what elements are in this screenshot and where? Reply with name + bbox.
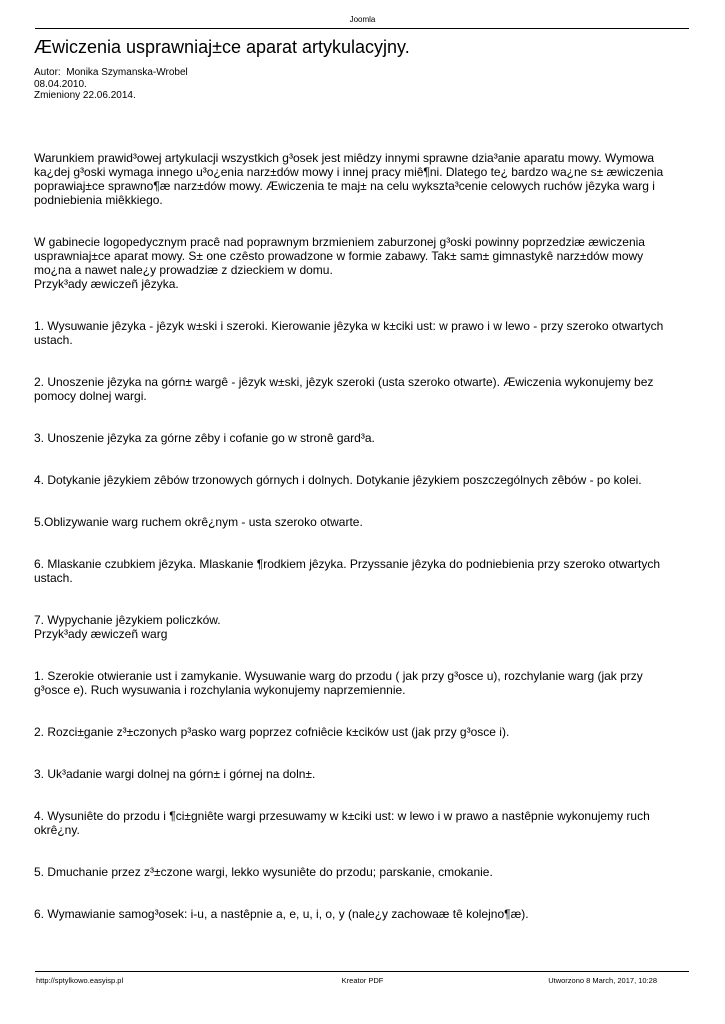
article-modified: Zmieniony 22.06.2014.	[34, 90, 136, 101]
footer-url: http://sptylkowo.easyisp.pl	[36, 976, 124, 985]
footer-divider	[35, 971, 689, 972]
article-paragraph	[34, 907, 674, 921]
article-author: Autor: Monika Szymanska-Wrobel	[34, 67, 188, 78]
article-paragraph	[34, 767, 674, 781]
article-paragraph	[34, 865, 674, 879]
paragraph-line: 5. Dmuchanie przez z³±czone wargi, lekko wysuniête do przodu; parskanie, cmokanie.	[34, 865, 493, 879]
footer-created: Utworzono 8 March, 2017, 10:28	[548, 976, 657, 985]
paragraph-line: 4. Dotykanie jêzykiem zêbów trzonowych górnych i dolnych. Dotykanie jêzykiem poszczególnych zêbów - po kolei.	[34, 473, 642, 487]
article-title: Æwiczenia usprawniaj±ce aparat artykulacyjny.	[34, 37, 410, 57]
paragraph-line: Warunkiem prawid³owej artykulacji wszystkich g³osek jest miêdzy innymi sprawne dzia³anie aparatu mowy. Wymowa ka¿dej g³oski wymaga innego u³o¿enia narz±dów mowy i innej pracy miê¶ni. Dlatego te¿ bardzo wa¿ne s± æwiczenia poprawiaj±ce sprawno¶æ narz±dów mowy. Æwiczenia te maj± na celu wykszta³cenie celowych ruchów jêzyka warg i podniebienia miêkkiego.	[34, 151, 664, 207]
paragraph-line: 3. Uk³adanie wargi dolnej na górn± i górnej na doln±.	[34, 767, 316, 781]
paragraph-line: 6. Wymawianie samog³osek: i-u, a nastêpnie a, e, u, i, o, y (nale¿y zachowaæ tê kolejno¶æ).	[34, 907, 529, 921]
article-paragraph	[34, 473, 674, 487]
paragraph-line: 5.Oblizywanie warg ruchem okrê¿nym - usta szeroko otwarte.	[34, 515, 363, 529]
paragraph-line: 1. Szerokie otwieranie ust i zamykanie. Wysuwanie warg do przodu ( jak przy g³osce u), rozchylanie warg (jak przy g³osce e). Ruch wysuwania i rozchylania wykonujemy naprzemiennie.	[34, 669, 643, 697]
paragraph-line: Przyk³ady æwiczeñ jêzyka.	[34, 277, 179, 291]
paragraph-line: 4. Wysuniête do przodu i ¶ci±gniête wargi przesuwamy w k±ciki ust: w lewo i w prawo a nastêpnie wykonujemy ruch okrê¿ny.	[34, 809, 650, 837]
header-site-name: Joomla	[349, 15, 376, 24]
article-paragraph	[34, 613, 674, 641]
article-paragraph	[34, 725, 674, 739]
article-paragraph	[34, 557, 674, 585]
article-paragraph	[34, 151, 674, 207]
paragraph-line: 2. Rozci±ganie z³±czonych p³asko warg poprzez cofniêcie k±cików ust (jak przy g³osce i).	[34, 725, 510, 739]
paragraph-line: 2. Unoszenie jêzyka na górn± wargê - jêzyk w±ski, jêzyk szeroki (usta szeroko otwarte). Æwiczenia wykonujemy bez pomocy dolnej wargi.	[34, 375, 654, 403]
article-date: 08.04.2010.	[34, 78, 87, 90]
paragraph-line: 1. Wysuwanie jêzyka - jêzyk w±ski i szeroki. Kierowanie jêzyka w k±ciki ust: w prawo i w lewo - przy szeroko otwartych ustach.	[34, 319, 664, 347]
header-divider	[35, 28, 689, 29]
article-paragraph	[34, 431, 674, 445]
paragraph-line: 3. Unoszenie jêzyka za górne zêby i cofanie go w stronê gard³a.	[34, 431, 375, 445]
article-paragraph	[34, 669, 674, 697]
article-paragraph	[34, 319, 674, 347]
article-paragraph	[34, 375, 674, 403]
footer-generator: Kreator PDF	[341, 976, 384, 985]
paragraph-line: W gabinecie logopedycznym pracê nad poprawnym brzmieniem zaburzonej g³oski powinny poprzedziæ æwiczenia usprawniaj±ce aparat mowy. S± one czêsto prowadzone w formie zabawy. Tak± sam± gimnastykê narz±dów mowy mo¿na a nawet nale¿y prowadziæ z dzieckiem w domu.	[34, 235, 645, 277]
article-paragraph	[34, 235, 674, 291]
article-paragraph	[34, 515, 674, 529]
article-meta	[34, 67, 188, 102]
article-paragraph	[34, 809, 674, 837]
paragraph-line: Przyk³ady æwiczeñ warg	[34, 627, 168, 641]
paragraph-line: 7. Wypychanie jêzykiem policzków.	[34, 613, 221, 627]
paragraph-line: 6. Mlaskanie czubkiem jêzyka. Mlaskanie ¶rodkiem jêzyka. Przyssanie jêzyka do podniebienia przy szeroko otwartych ustach.	[34, 557, 661, 585]
